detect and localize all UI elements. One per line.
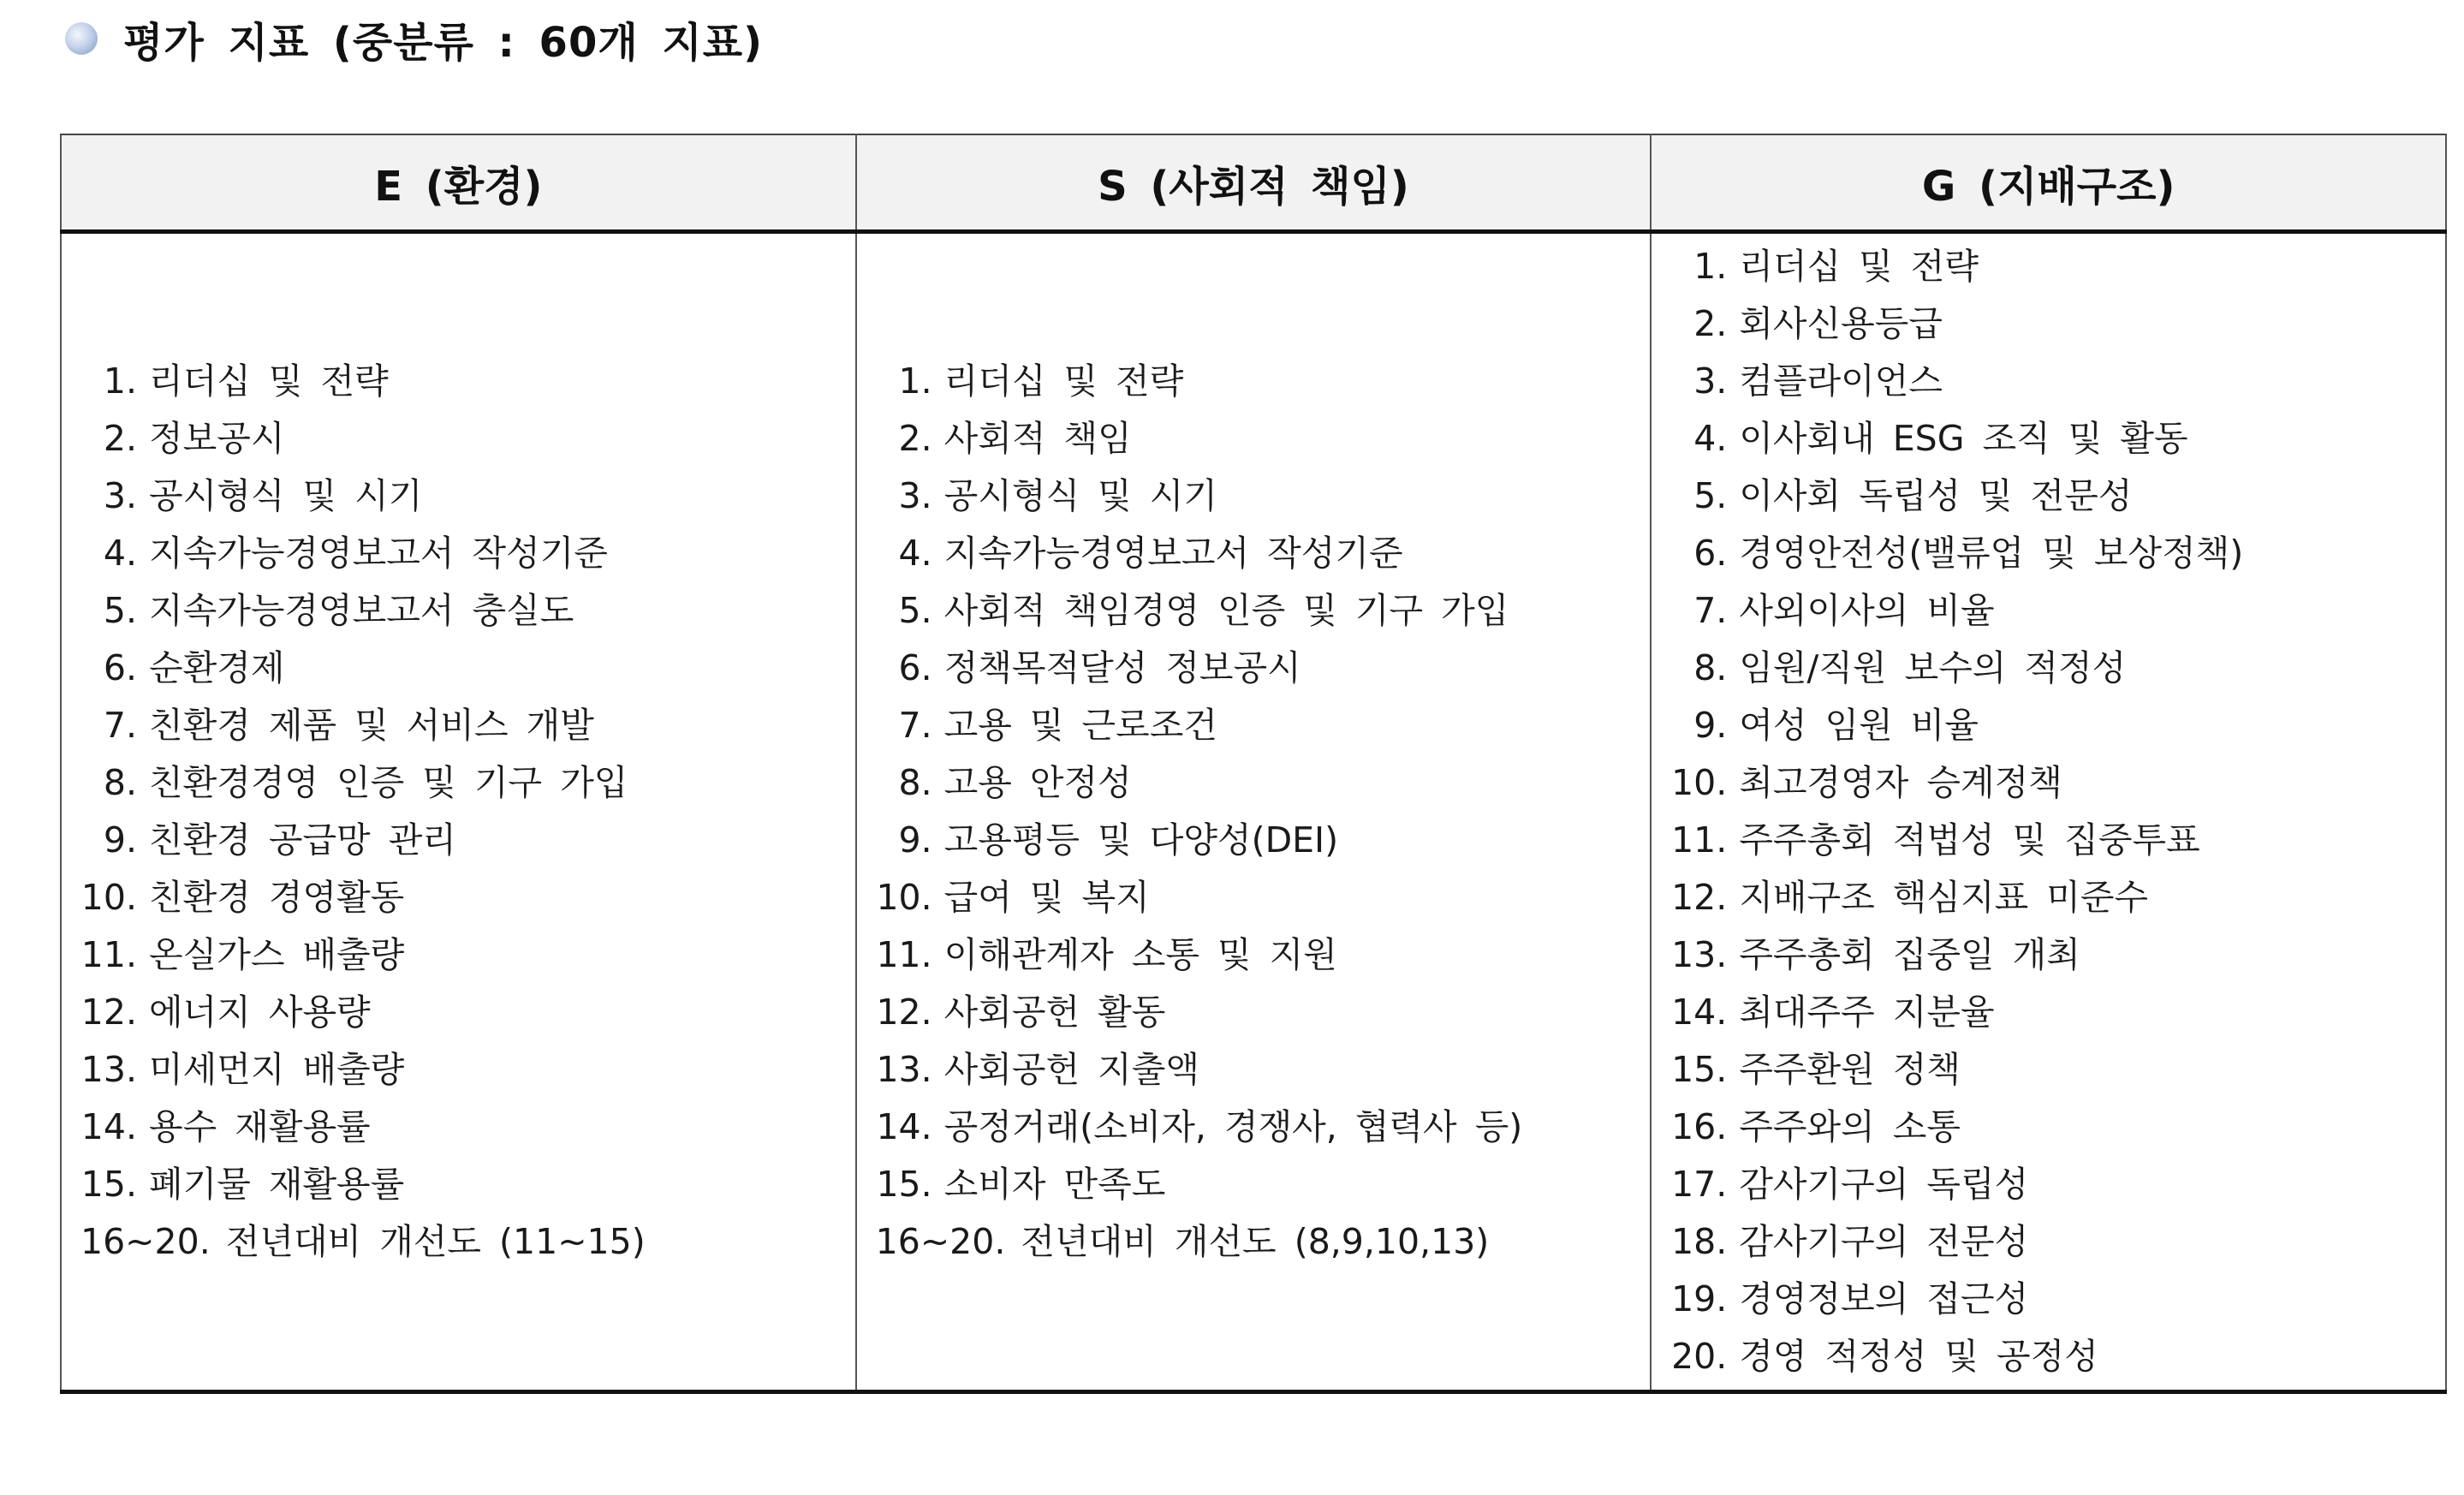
item-number: 1. [898, 360, 932, 402]
title-bullet-icon [65, 22, 98, 55]
list-item [80, 1099, 847, 1156]
list-item [876, 640, 1642, 697]
header-environment: E (환경) [61, 134, 856, 232]
item-number: 12. [80, 992, 137, 1033]
item-text: 회사신용등급 [1739, 303, 1943, 344]
item-number: 13. [1671, 934, 1728, 975]
item-number: 4. [1693, 418, 1728, 459]
list-item [876, 869, 1642, 926]
item-number: 3. [898, 475, 932, 516]
item-text: 주주총회 적법성 및 집중투표 [1739, 819, 2200, 861]
list-item [1670, 984, 2437, 1041]
item-text: 온실가스 배출량 [149, 934, 405, 975]
indicator-table [60, 134, 2447, 1394]
list-item [876, 1156, 1642, 1213]
list-item [1670, 1099, 2437, 1156]
list-item [80, 754, 847, 812]
list-item [80, 697, 847, 754]
list-item [876, 926, 1642, 984]
item-number: 5. [103, 590, 137, 631]
item-text: 소비자 만족도 [943, 1164, 1166, 1205]
item-number: 10. [1671, 762, 1728, 803]
item-number: 20. [1671, 1336, 1728, 1377]
list-item [80, 926, 847, 984]
item-number: 8. [103, 762, 137, 803]
list-item [80, 353, 847, 410]
item-text: 주주총회 집중일 개최 [1739, 934, 2080, 975]
item-text: 공시형식 및 시기 [149, 475, 423, 516]
item-text: 리더십 및 전략 [1739, 246, 1979, 287]
item-number: 12. [876, 992, 932, 1033]
list-item [80, 1041, 847, 1099]
item-text: 지배구조 핵심지표 미준수 [1739, 877, 2149, 918]
list-item [1670, 238, 2437, 295]
item-number: 19. [1671, 1278, 1728, 1319]
item-text: 고용 및 근로조건 [943, 705, 1217, 746]
list-item [876, 697, 1642, 754]
item-text: 사외이사의 비율 [1739, 590, 1995, 631]
item-number: 7. [1693, 590, 1728, 631]
item-text: 공정거래(소비자, 경쟁사, 협력사 등) [943, 1106, 1523, 1147]
item-number: 6. [1693, 533, 1728, 574]
item-number: 11. [80, 934, 137, 975]
list-item [1670, 754, 2437, 812]
item-text: 이사회 독립성 및 전문성 [1739, 475, 2133, 516]
item-text: 주주와의 소통 [1739, 1106, 1961, 1147]
environment-cell [61, 232, 856, 1392]
page-title: 평가 지표 (중분류 : 60개 지표) [123, 18, 764, 67]
item-number: 2. [1693, 303, 1728, 344]
item-number: 9. [1693, 705, 1728, 746]
table-header-row [61, 134, 2446, 232]
item-number: 17. [1671, 1164, 1728, 1205]
item-number: 10. [80, 877, 137, 918]
item-number: 8. [898, 762, 932, 803]
item-number: 6. [898, 647, 932, 688]
governance-cell [1651, 232, 2446, 1392]
item-text: 고용 안정성 [943, 762, 1132, 803]
item-text: 컴플라이언스 [1739, 360, 1943, 402]
item-text: 사회적 책임경영 인증 및 기구 가입 [943, 590, 1509, 631]
item-text: 주주환원 정책 [1739, 1049, 1961, 1090]
table-body-row [61, 232, 2446, 1392]
item-number: 11. [1671, 819, 1728, 861]
list-item [80, 640, 847, 697]
item-text: 친환경 제품 및 서비스 개발 [149, 705, 594, 746]
list-item [876, 468, 1642, 525]
item-number: 12. [1671, 877, 1728, 918]
item-text: 사회공헌 활동 [943, 992, 1166, 1033]
item-text: 친환경경영 인증 및 기구 가입 [149, 762, 628, 803]
item-text: 최대주주 지분율 [1739, 992, 1995, 1033]
item-text: 사회적 책임 [943, 418, 1132, 459]
list-item [1670, 295, 2437, 353]
item-text: 고용평등 및 다양성(DEI) [943, 819, 1339, 861]
item-text: 친환경 공급망 관리 [149, 819, 456, 861]
list-item [876, 812, 1642, 869]
list-item [80, 1156, 847, 1213]
item-text: 에너지 사용량 [149, 992, 371, 1033]
list-item [1670, 869, 2437, 926]
header-governance: G (지배구조) [1651, 134, 2446, 232]
item-number: 5. [898, 590, 932, 631]
header-social: S (사회적 책임) [856, 134, 1652, 232]
item-number: 18. [1671, 1221, 1728, 1262]
item-number: 2. [898, 418, 932, 459]
list-item [1670, 1156, 2437, 1213]
item-text: 정책목적달성 정보공시 [943, 647, 1301, 688]
list-item [876, 353, 1642, 410]
list-item [1670, 525, 2437, 582]
item-number: 14. [876, 1106, 932, 1147]
item-text: 용수 재활용률 [149, 1106, 371, 1147]
item-text: 지속가능경영보고서 작성기준 [943, 533, 1403, 574]
item-text: 리더십 및 전략 [943, 360, 1184, 402]
item-text: 사회공헌 지출액 [943, 1049, 1199, 1090]
item-number: 13. [876, 1049, 932, 1090]
item-text: 여성 임원 비율 [1739, 705, 1979, 746]
list-item [1670, 353, 2437, 410]
item-text: 리더십 및 전략 [149, 360, 389, 402]
list-item [1670, 1213, 2437, 1271]
list-item [1670, 812, 2437, 869]
item-number: 6. [103, 647, 137, 688]
list-item [1670, 1328, 2437, 1385]
list-item [80, 525, 847, 582]
item-number: 15. [80, 1164, 137, 1205]
item-number: 16~20. [80, 1221, 211, 1262]
item-number: 15. [876, 1164, 932, 1205]
item-number: 14. [1671, 992, 1728, 1033]
list-item [1670, 926, 2437, 984]
governance-list [1670, 238, 2437, 1385]
item-text: 지속가능경영보고서 작성기준 [149, 533, 608, 574]
item-text: 공시형식 및 시기 [943, 475, 1217, 516]
item-text: 정보공시 [149, 418, 285, 459]
list-item [1670, 1271, 2437, 1328]
item-number: 9. [898, 819, 932, 861]
item-number: 14. [80, 1106, 137, 1147]
item-text: 친환경 경영활동 [149, 877, 405, 918]
item-number: 16. [1671, 1106, 1728, 1147]
list-item [1670, 697, 2437, 754]
list-item [80, 812, 847, 869]
item-text: 지속가능경영보고서 충실도 [149, 590, 574, 631]
list-item [876, 754, 1642, 812]
list-item [876, 984, 1642, 1041]
item-text: 감사기구의 독립성 [1739, 1164, 2029, 1205]
list-item [1670, 1041, 2437, 1099]
list-item [1670, 410, 2437, 468]
item-number: 7. [898, 705, 932, 746]
item-text: 급여 및 복지 [943, 877, 1150, 918]
item-text: 임원/직원 보수의 적정성 [1739, 647, 2127, 688]
item-number: 11. [876, 934, 932, 975]
item-number: 3. [1693, 360, 1728, 402]
item-number: 7. [103, 705, 137, 746]
list-item [1670, 582, 2437, 640]
social-cell [856, 232, 1652, 1392]
item-text: 감사기구의 전문성 [1739, 1221, 2029, 1262]
item-text: 폐기물 재활용률 [149, 1164, 405, 1205]
list-item [80, 1213, 847, 1271]
list-item [80, 468, 847, 525]
item-number: 15. [1671, 1049, 1728, 1090]
social-list [876, 353, 1642, 1271]
item-number: 3. [103, 475, 137, 516]
item-text: 순환경제 [149, 647, 285, 688]
item-number: 5. [1693, 475, 1728, 516]
item-number: 1. [103, 360, 137, 402]
list-item [80, 410, 847, 468]
item-text: 이해관계자 소통 및 지원 [943, 934, 1337, 975]
list-item [1670, 640, 2437, 697]
environment-list [80, 353, 847, 1271]
list-item [876, 410, 1642, 468]
item-text: 전년대비 개선도 (8,9,10,13) [1021, 1221, 1490, 1262]
item-text: 최고경영자 승계정책 [1739, 762, 2062, 803]
page-title-row [65, 9, 763, 68]
list-item [80, 984, 847, 1041]
list-item [876, 525, 1642, 582]
item-text: 전년대비 개선도 (11~15) [225, 1221, 646, 1262]
item-number: 8. [1693, 647, 1728, 688]
item-number: 13. [80, 1049, 137, 1090]
item-text: 이사회내 ESG 조직 및 활동 [1739, 418, 2188, 459]
item-number: 9. [103, 819, 137, 861]
list-item [876, 1041, 1642, 1099]
list-item [876, 1099, 1642, 1156]
item-number: 4. [898, 533, 932, 574]
list-item [876, 1213, 1642, 1271]
list-item [1670, 468, 2437, 525]
item-text: 경영정보의 접근성 [1739, 1278, 2029, 1319]
item-number: 1. [1693, 246, 1728, 287]
item-number: 2. [103, 418, 137, 459]
list-item [80, 869, 847, 926]
list-item [876, 582, 1642, 640]
item-number: 16~20. [875, 1221, 1006, 1262]
item-number: 4. [103, 533, 137, 574]
item-text: 경영안전성(밸류업 및 보상정책) [1739, 533, 2244, 574]
list-item [80, 582, 847, 640]
item-text: 미세먼지 배출량 [149, 1049, 405, 1090]
item-text: 경영 적정성 및 공정성 [1739, 1336, 2098, 1377]
item-number: 10. [876, 877, 932, 918]
